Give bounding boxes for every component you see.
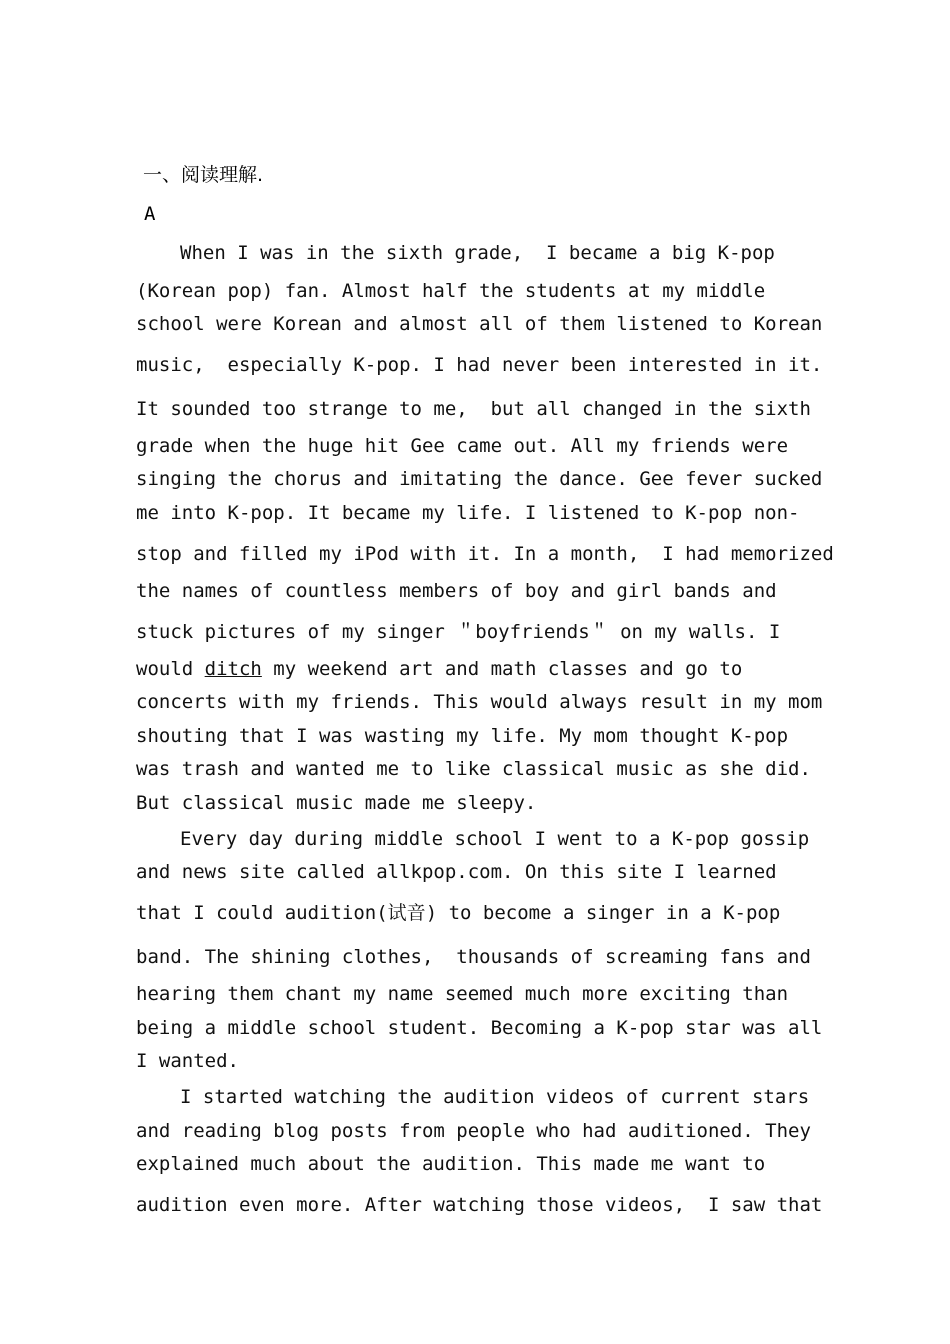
- passage-line: was trash and wanted me to like classical music as she did.: [136, 758, 811, 780]
- passage-label: A: [144, 203, 156, 225]
- passage-line: stop and filled my iPod with it. In a month, I had memorized: [136, 543, 834, 565]
- passage-line: and reading blog posts from people who had auditioned. They: [136, 1120, 811, 1142]
- passage-line: [136, 901, 780, 925]
- passage-line: band. The shining clothes, thousands of screaming fans and: [136, 946, 811, 968]
- passage-line: shouting that I was wasting my life. My mom thought K-pop: [136, 725, 789, 747]
- passage-line: school were Korean and almost all of them listened to Korean: [136, 313, 823, 335]
- passage-line: I started watching the audition videos of current stars: [180, 1086, 810, 1108]
- passage-line: concerts with my friends. This would always result in my mom: [136, 691, 823, 713]
- passage-text: would: [136, 658, 205, 680]
- passage-line: It sounded too strange to me, but all changed in the sixth: [136, 398, 811, 420]
- underlined-word: ditch: [204, 658, 262, 680]
- passage-line: being a middle school student. Becoming a K-pop star was all: [136, 1017, 823, 1039]
- passage-line: singing the chorus and imitating the dance. Gee fever sucked: [136, 468, 823, 490]
- passage-text: that I could audition(: [136, 902, 388, 924]
- passage-text: my weekend art and math classes and go to: [261, 658, 743, 680]
- passage-line: and news site called allkpop.com. On this site I learned: [136, 861, 777, 883]
- passage-line: explained much about the audition. This made me want to: [136, 1153, 766, 1175]
- passage-line: [136, 657, 742, 681]
- passage-line: audition even more. After watching those videos, I saw that: [136, 1194, 823, 1216]
- passage-line: the names of countless members of boy and girl bands and: [136, 580, 777, 602]
- passage-line: When I was in the sixth grade, I became a big K-pop: [180, 242, 775, 264]
- passage-line: (Korean pop) fan. Almost half the students at my middle: [136, 280, 766, 302]
- chinese-gloss: 试音: [387, 902, 426, 924]
- passage-text: ) to become a singer in a K-pop: [425, 902, 781, 924]
- passage-line: me into K-pop. It became my life. I listened to K-pop non-: [136, 502, 800, 524]
- passage-line: stuck pictures of my singer ＂boyfriends＂ on my walls. I: [136, 621, 781, 643]
- section-heading: 一、阅读理解.: [143, 164, 264, 186]
- passage-line: hearing them chant my name seemed much more exciting than: [136, 983, 789, 1005]
- passage-line: But classical music made me sleepy.: [136, 792, 537, 814]
- passage-line: music, especially K-pop. I had never been interested in it.: [136, 354, 823, 376]
- passage-line: grade when the huge hit Gee came out. All my friends were: [136, 435, 789, 457]
- passage-line: Every day during middle school I went to a K-pop gossip: [180, 828, 810, 850]
- passage-line: I wanted.: [136, 1050, 239, 1072]
